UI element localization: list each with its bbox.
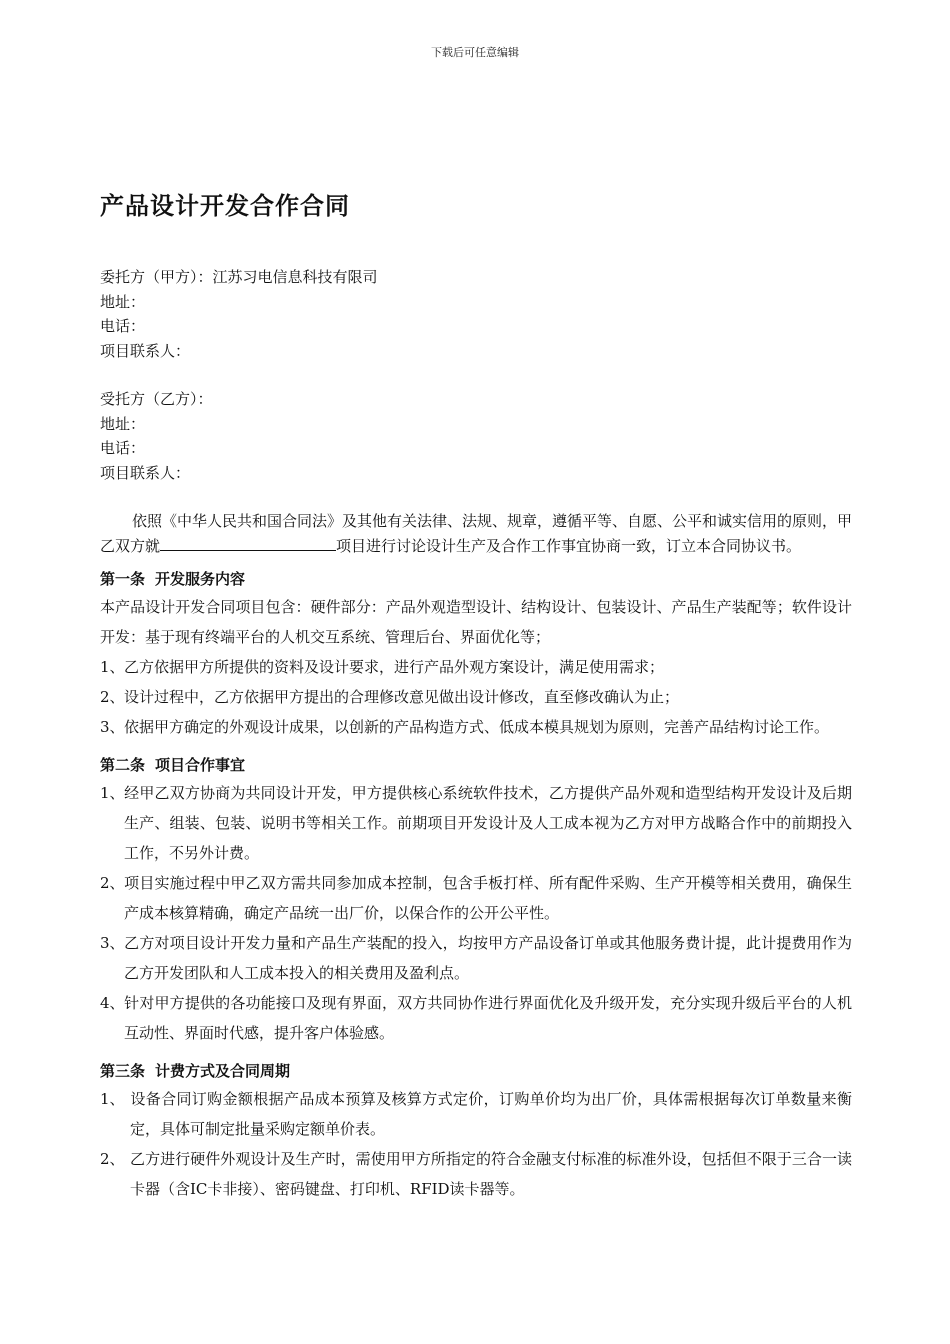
list-item: 2、项目实施过程中甲乙双方需共同参加成本控制，包含手板打样、所有配件采购、生产开模等相关费用，确保生产成本核算精确，确定产品统一出厂价，以保合作的公开公平性。: [100, 874, 852, 922]
list-item: 3、乙方对项目设计开发力量和产品生产装配的投入，均按甲方产品设备订单或其他服务费计提，此计提费用作为乙方开发团队和人工成本投入的相关费用及盈利点。: [100, 934, 852, 982]
preamble-text-end: 项目进行讨论设计生产及合作工作事宜协商一致，订立本合同协议书。: [336, 537, 802, 555]
document-title: 产品设计开发合作合同: [100, 192, 350, 220]
party-b-address: 地址：: [100, 414, 146, 433]
list-item: 1、经甲乙双方协商为共同设计开发，甲方提供核心系统软件技术，乙方提供产品外观和造型结构开发设计及后期生产、组装、包装、说明书等相关工作。前期项目开发设计及人工成本视为乙方对甲方战略合作中的前期投入工作，不另外计费。: [100, 784, 852, 862]
list-item: 1、乙方依据甲方所提供的资料及设计要求，进行产品外观方案设计，满足使用需求；: [100, 658, 665, 676]
list-item: 2、 乙方进行硬件外观设计及生产时，需使用甲方所指定的符合金融支付标准的标准外设，包括但不限于三合一读卡器（含IC卡非接）、密码键盘、打印机、RFID读卡器等。: [100, 1150, 852, 1198]
section-3-number: 第三条: [100, 1062, 146, 1080]
section-3-heading: [100, 1058, 852, 1084]
section-2-heading: [100, 752, 852, 778]
list-item: 3、依据甲方确定的外观设计成果，以创新的产品构造方式、低成本模具规划为原则，完善产品结构讨论工作。: [100, 718, 830, 736]
list-item: 1、 设备合同订购金额根据产品成本预算及核算方式定价，订购单价均为出厂价，具体需根据每次订单数量来衡定，具体可制定批量采购定额单价表。: [100, 1090, 852, 1138]
preamble-text-start: 依照《中华人民共和国合同法》及其他有关法律、法规、规章，遵循平等、自愿、公平和诚实信用的原则，甲乙双方就: [100, 512, 853, 555]
section-1-heading: [100, 566, 852, 592]
section-2-number: 第二条: [100, 756, 146, 774]
list-item: 4、针对甲方提供的各功能接口及现有界面，双方共同协作进行界面优化及升级开发，充分实现升级后平台的人机互动性、界面时代感，提升客户体验感。: [100, 994, 852, 1042]
project-name-blank: [160, 536, 336, 551]
party-a-address: 地址：: [100, 292, 146, 311]
section-2-title: 项目合作事宜: [155, 756, 246, 774]
section-1-intro: 本产品设计开发合同项目包含：硬件部分：产品外观造型设计、结构设计、包装设计、产品生产装配等；软件设计开发：基于现有终端平台的人机交互系统、管理后台、界面优化等；: [100, 598, 852, 646]
section-1-number: 第一条: [100, 570, 146, 588]
contract-document: [100, 186, 852, 1204]
party-a-block: [100, 265, 852, 363]
section-3-title: 计费方式及合同周期: [155, 1062, 291, 1080]
party-b-phone: 电话：: [100, 439, 146, 457]
party-a-phone: 电话：: [100, 317, 146, 335]
party-a-contact: 项目联系人：: [100, 341, 191, 360]
party-a-client: 委托方（甲方）：江苏习电信息科技有限司: [100, 268, 378, 286]
party-b-contact: 项目联系人：: [100, 463, 191, 482]
section-1-title: 开发服务内容: [155, 570, 246, 588]
party-b-block: [100, 387, 852, 485]
preamble-paragraph: [100, 509, 852, 559]
list-item: 2、设计过程中，乙方依据甲方提出的合理修改意见做出设计修改，直至修改确认为止；: [100, 688, 680, 706]
party-b-client: 受托方（乙方）：: [100, 390, 213, 408]
header-note: 下载后可任意编辑: [431, 46, 519, 59]
